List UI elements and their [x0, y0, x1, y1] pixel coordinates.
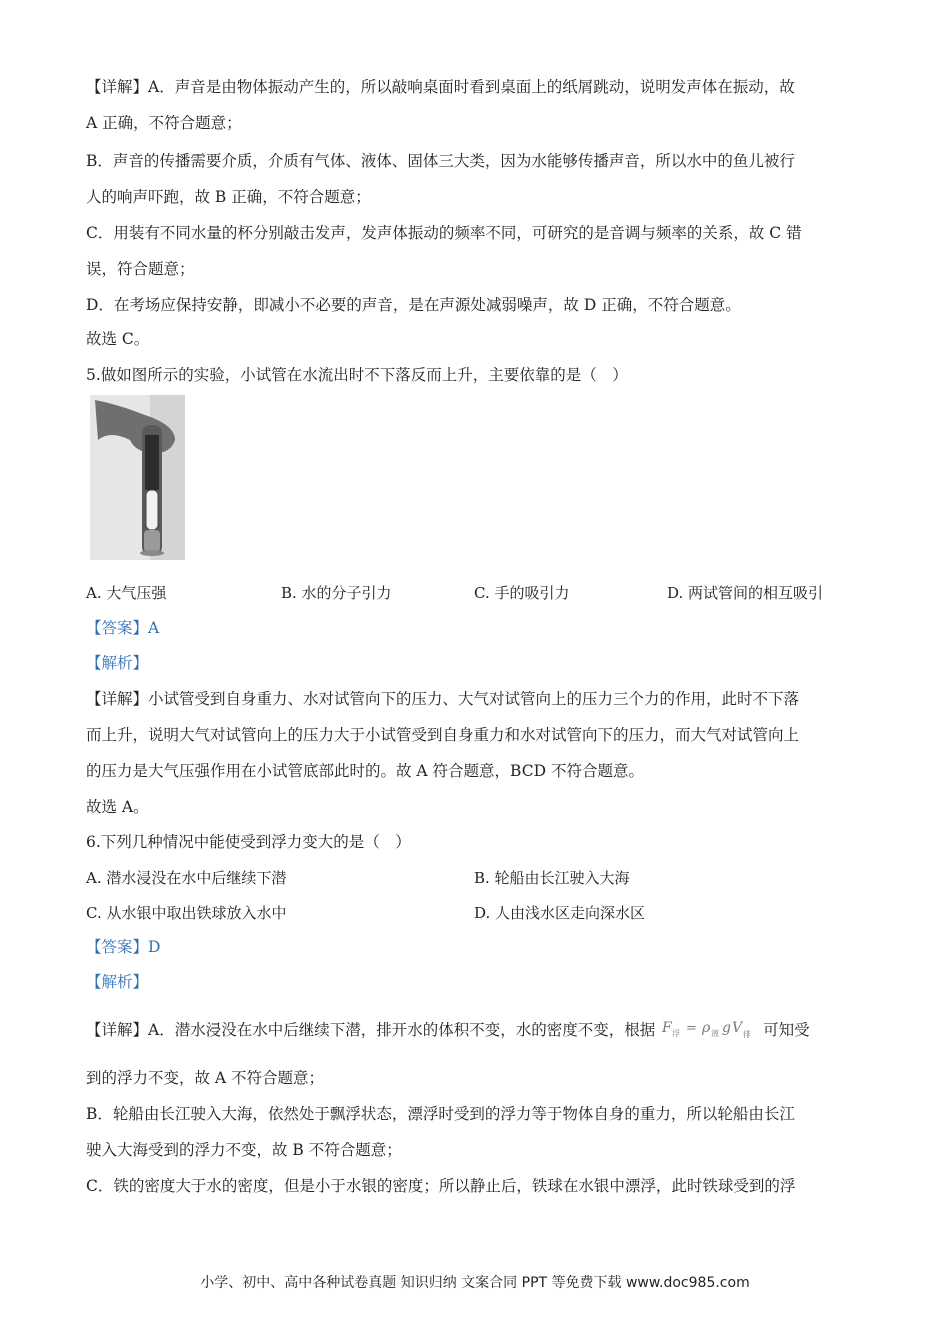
formula-g: g — [722, 1020, 732, 1036]
q5-option-c: C. 手的吸引力 — [474, 584, 570, 602]
q6-detail-line-1 — [86, 1017, 810, 1040]
q5-option-a: A. 大气压强 — [86, 584, 167, 602]
detail-line-6: 误，符合题意； — [86, 260, 195, 278]
detail-line-1: 【详解】A．声音是由物体振动产生的，所以敲响桌面时看到桌面上的纸屑跳动，说明发声体在振动，故 — [86, 78, 795, 96]
q5-answer: 【答案】A — [86, 619, 160, 637]
detail-line-4: 人的响声吓跑，故 B 正确，不符合题意； — [86, 188, 371, 206]
q6-detail-line-1-text: 【详解】A．潜水浸没在水中后继续下潜，排开水的体积不变，水的密度不变，根据 — [86, 1021, 656, 1039]
q5-detail-line-2: 而上升，说明大气对试管向上的压力大于小试管受到自身重力和水对试管向下的压力，而大气对试管向上 — [86, 726, 800, 744]
formula-eq: = — [686, 1021, 698, 1036]
q6-answer: 【答案】D — [86, 938, 161, 956]
detail-line-2: A 正确，不符合题意； — [86, 114, 242, 132]
formula-V: V — [732, 1020, 743, 1036]
test-tube-figure — [90, 395, 185, 560]
formula-sub-ye: 液 — [711, 1029, 720, 1038]
question-5-stem: 5.做如图所示的实验，小试管在水流出时不下落反而上升，主要依靠的是（ ） — [86, 366, 628, 384]
q5-analysis-heading: 【解析】 — [86, 654, 149, 672]
detail-line-8: 故选 C。 — [86, 330, 150, 348]
q5-detail-line-1: 【详解】小试管受到自身重力、水对试管向下的压力、大气对试管向上的压力三个力的作用，此时不下落 — [86, 690, 800, 708]
q6-detail-line-5: C．铁的密度大于水的密度，但是小于水银的密度；所以静止后，铁球在水银中漂浮，此时铁球受到的浮 — [86, 1177, 796, 1195]
test-tube-photo — [90, 395, 185, 560]
q6-detail-line-1-tail: 可知受 — [763, 1021, 810, 1039]
q6-option-d: D. 人由浅水区走向深水区 — [474, 904, 646, 922]
q6-detail-line-3: B．轮船由长江驶入大海，依然处于飘浮状态，漂浮时受到的浮力等于物体自身的重力，所以轮船由长江 — [86, 1105, 795, 1123]
q5-option-d: D. 两试管间的相互吸引 — [667, 584, 824, 602]
q5-option-b: B. 水的分子引力 — [281, 584, 392, 602]
q6-option-c: C. 从水银中取出铁球放入水中 — [86, 904, 287, 922]
q6-option-b: B. 轮船由长江驶入大海 — [474, 869, 630, 887]
q5-detail-line-4: 故选 A。 — [86, 798, 149, 816]
detail-line-5: C．用装有不同水量的杯分别敲击发声，发声体振动的频率不同，可研究的是音调与频率的关系，故 C 错 — [86, 224, 802, 242]
q6-detail-line-2: 到的浮力不变，故 A 不符合题意； — [86, 1069, 325, 1087]
detail-line-7: D．在考场应保持安静，即减小不必要的声音，是在声源处减弱噪声，故 D 正确，不符合题意。 — [86, 296, 741, 314]
formula-sub-pai: 排 — [743, 1030, 752, 1039]
buoyancy-formula — [660, 1017, 758, 1039]
formula-F: F — [662, 1020, 672, 1036]
question-6-stem: 6.下列几种情况中能使受到浮力变大的是（ ） — [86, 833, 411, 851]
q5-detail-line-3: 的压力是大气压强作用在小试管底部此时的。故 A 符合题意，BCD 不符合题意。 — [86, 762, 644, 780]
formula-rho: ρ — [702, 1020, 711, 1036]
q6-analysis-heading: 【解析】 — [86, 973, 149, 991]
page-footer: 小学、初中、高中各种试卷真题 知识归纳 文案合同 PPT 等免费下载 www.doc985.com — [200, 1275, 750, 1291]
q6-detail-line-4: 驶入大海受到的浮力不变，故 B 不符合题意； — [86, 1141, 402, 1159]
formula-sub-fu: 浮 — [672, 1029, 681, 1038]
detail-line-3: B．声音的传播需要介质，介质有气体、液体、固体三大类，因为水能够传播声音，所以水中的鱼儿被行 — [86, 152, 795, 170]
q6-option-a: A. 潜水浸没在水中后继续下潜 — [86, 869, 287, 887]
